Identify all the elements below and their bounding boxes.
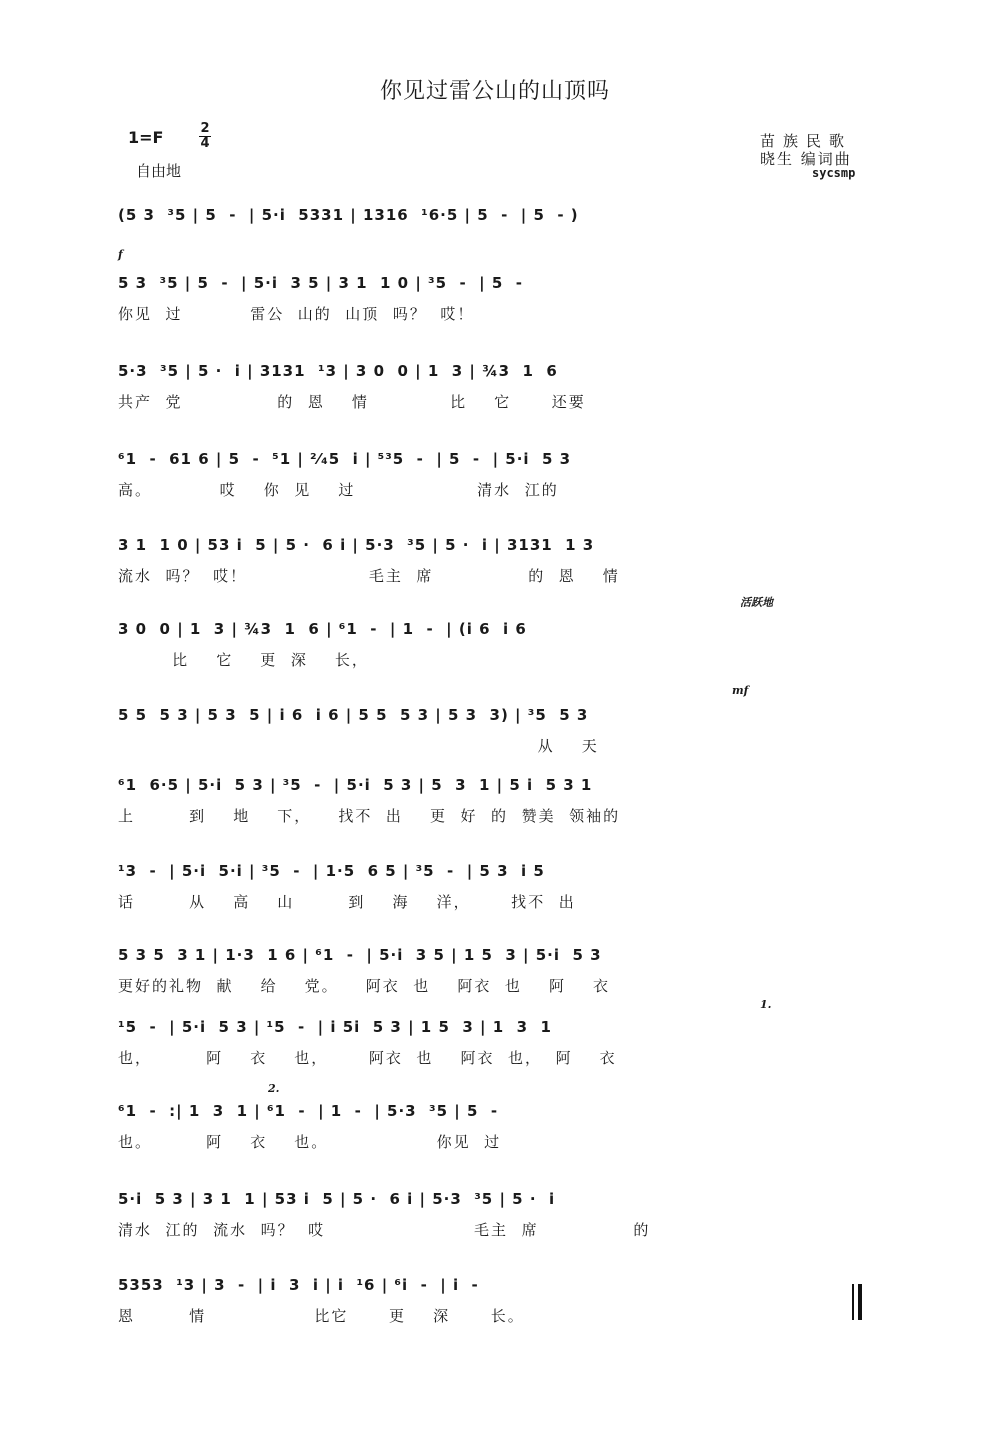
notation-line: 3 1 1 0 | 53 i 5 | 5 · 6 i | 5·3 ³5 | 5 · i | 3131 1 3 bbox=[118, 536, 595, 554]
lyrics-line: 也， 阿 衣 也， 阿衣 也 阿衣 也， 阿 衣 bbox=[118, 1049, 617, 1067]
time-signature bbox=[198, 122, 212, 151]
song-title: 你见过雷公山的山顶吗 bbox=[379, 79, 610, 104]
expression-mark: 活跃地 bbox=[740, 596, 773, 609]
score-system bbox=[0, 200, 990, 270]
notation-line: ¹5 - | 5·i 5 3 | ¹5 - | i 5i 5 3 | 1 5 3 | 1 3 1 bbox=[118, 1018, 552, 1036]
lyrics-line: 流水 吗？ 哎！ 毛主 席 的 恩 情 bbox=[118, 567, 620, 585]
lyrics-line: 更好的礼物 献 给 党。 阿衣 也 阿衣 也 阿 衣 bbox=[118, 977, 611, 995]
lyrics-line: 上 到 地 下， 找不 出 更 好 的 赞美 领袖的 bbox=[118, 807, 621, 825]
lyrics-line: 从 天 bbox=[118, 737, 599, 755]
lyrics-line: 恩 情 比它 更 深 长。 bbox=[118, 1307, 525, 1325]
lyrics-line bbox=[118, 234, 878, 258]
expression-mark: mf bbox=[732, 684, 749, 697]
notation-line: 5353 ¹3 | 3 - | i 3 i | i ¹6 | ⁶i - | i - bbox=[118, 1276, 479, 1294]
score-system bbox=[0, 1270, 990, 1340]
score-system bbox=[0, 596, 990, 684]
score-system bbox=[0, 356, 990, 426]
score-system bbox=[0, 444, 990, 514]
score-system bbox=[0, 530, 990, 600]
credit-author: 晓生 编词曲 bbox=[760, 150, 852, 168]
score-system bbox=[0, 770, 990, 840]
expression-mark: 1. bbox=[760, 998, 772, 1011]
score-system bbox=[0, 998, 990, 1082]
score-system bbox=[0, 940, 990, 1010]
lyrics-line: 也。 阿 衣 也。 你见 过 bbox=[118, 1133, 502, 1151]
tempo-marking: 自由地 bbox=[136, 162, 182, 180]
lyrics-line: 共产 党 的 恩 情 比 它 还要 bbox=[118, 393, 586, 411]
final-barline-thin bbox=[852, 1284, 854, 1320]
lyrics-line: 清水 江的 流水 吗？ 哎 毛主 席 的 bbox=[118, 1221, 651, 1239]
score-system bbox=[0, 1082, 990, 1166]
credit-genre: 苗族民歌 bbox=[760, 132, 853, 150]
time-denominator: 4 bbox=[200, 136, 210, 151]
notation-line: 5 3 ³5 | 5 - | 5·i 3 5 | 3 1 1 0 | ³5 - | 5 - bbox=[118, 274, 523, 292]
score-system bbox=[0, 856, 990, 926]
notation-line: ⁶1 - :| 1 3 1 | ⁶1 - | 1 - | 5·3 ³5 | 5 - bbox=[118, 1102, 499, 1120]
notation-line: 5·i 5 3 | 3 1 1 | 53 i 5 | 5 · 6 i | 5·3 ³5 | 5 · i bbox=[118, 1190, 556, 1208]
lyrics-line: 你见 过 雷公 山的 山顶 吗？ 哎！ bbox=[118, 305, 475, 323]
notation-line: 5 5 5 3 | 5 3 5 | i 6 i 6 | 5 5 5 3 | 5 3 3) | ³5 5 3 bbox=[118, 706, 589, 724]
notation-line: 5 3 5 3 1 | 1·3 1 6 | ⁶1 - | 5·i 3 5 | 1 5 3 | 5·i 5 3 bbox=[118, 946, 602, 964]
expression-mark: 2. bbox=[268, 1082, 280, 1095]
notation-line: ⁶1 - 61 6 | 5 - ⁵1 | ²⁄₄5 i | ⁵³5 - | 5 - | 5·i 5 3 bbox=[118, 450, 572, 468]
notation-line: (5 3 ³5 | 5 - | 5·i 5331 | 1316 ¹6·5 | 5 - | 5 - ) bbox=[118, 206, 579, 224]
lyrics-line: 高。 哎 你 见 过 清水 江的 bbox=[118, 481, 559, 499]
key-signature: 1=F bbox=[128, 128, 164, 147]
final-barline-thick bbox=[858, 1284, 862, 1320]
lyrics-line: 比 它 更 深 长， bbox=[118, 651, 369, 669]
notation-line: ¹3 - | 5·i 5·i | ³5 - | 1·5 6 5 | ³5 - | 5 3 i 5 bbox=[118, 862, 545, 880]
lyrics-line: 话 从 高 山 到 海 洋， 找不 出 bbox=[118, 893, 576, 911]
score-system bbox=[0, 1184, 990, 1254]
score-system bbox=[0, 268, 990, 338]
watermark: sycsmp bbox=[812, 166, 856, 180]
time-numerator: 2 bbox=[200, 121, 210, 136]
notation-line: ⁶1 6·5 | 5·i 5 3 | ³5 - | 5·i 5 3 | 5 3 1 | 5 i 5 3 1 bbox=[118, 776, 593, 794]
notation-line: 5·3 ³5 | 5 · i | 3131 ¹3 | 3 0 0 | 1 3 | ¾3 1 6 bbox=[118, 362, 558, 380]
expression-mark: f bbox=[118, 248, 123, 261]
notation-line: 3 0 0 | 1 3 | ¾3 1 6 | ⁶1 - | 1 - | (i 6 i 6 bbox=[118, 620, 527, 638]
score-system bbox=[0, 684, 990, 770]
